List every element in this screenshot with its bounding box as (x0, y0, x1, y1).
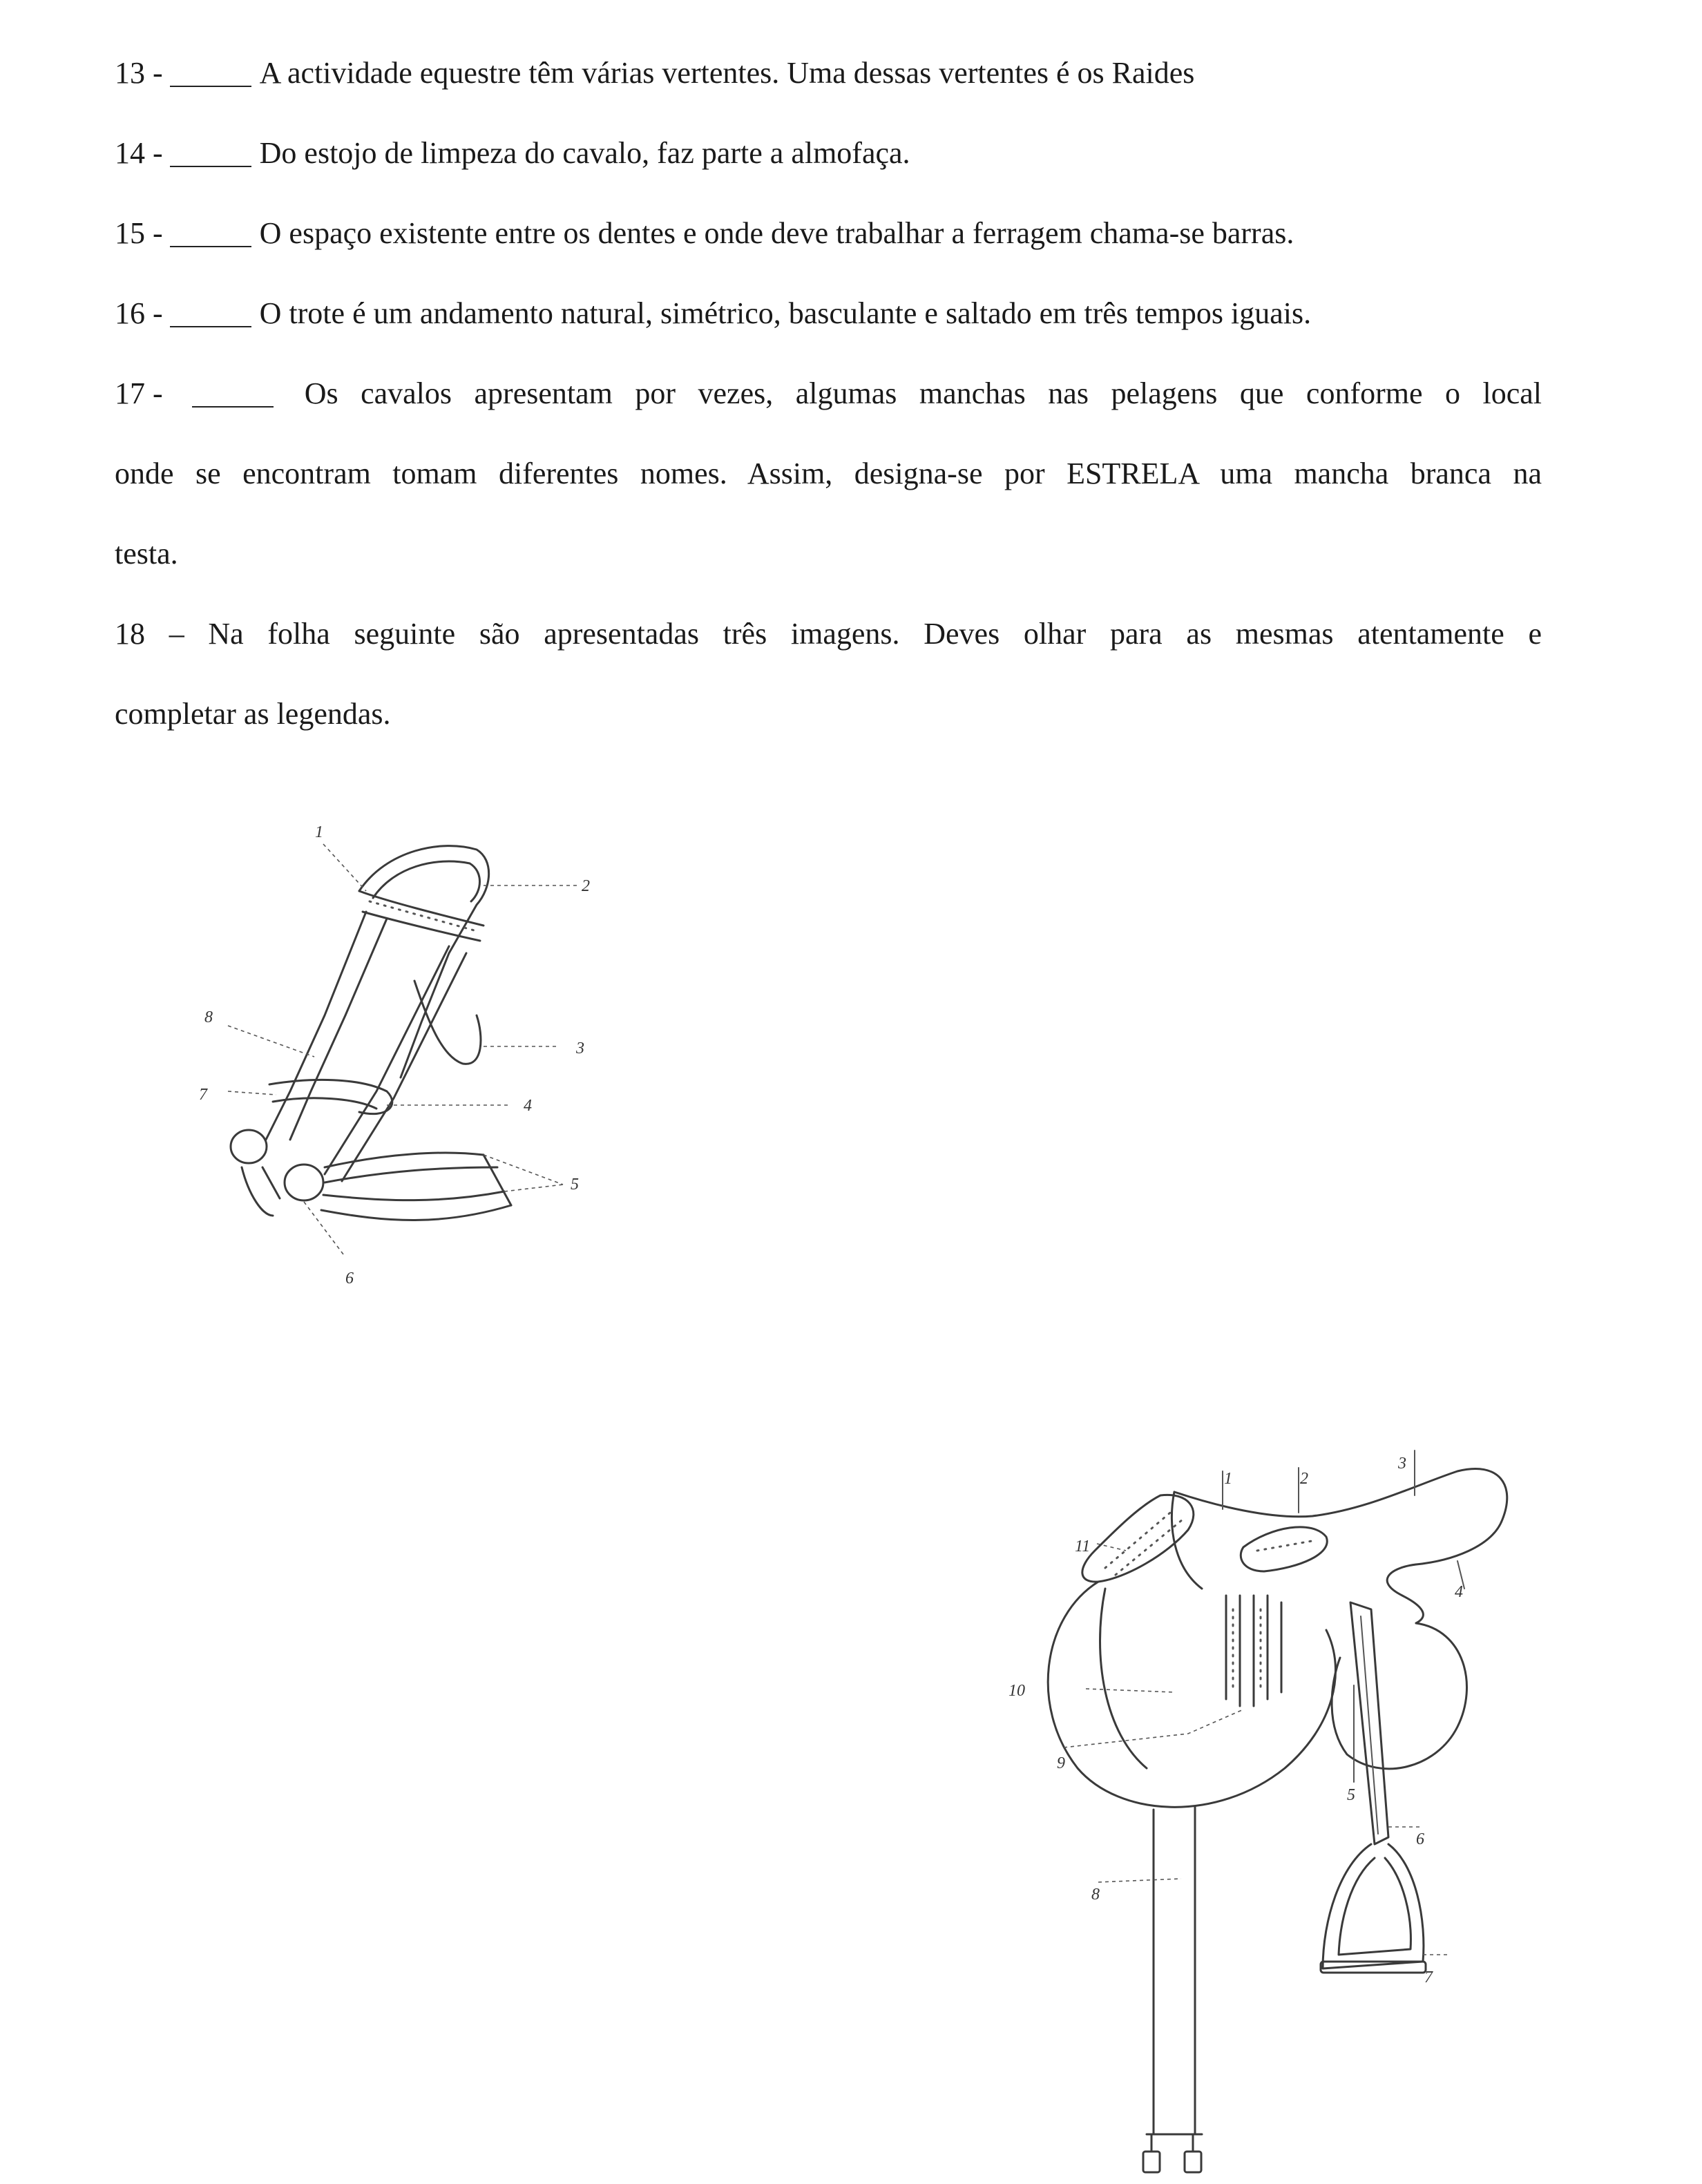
saddle-label-2: 2 (1300, 1470, 1308, 1488)
question-number: 13 - (115, 56, 163, 90)
saddle-label-1: 1 (1224, 1470, 1232, 1488)
bridle-label-4: 4 (524, 1097, 532, 1115)
saddle-label-5: 5 (1347, 1786, 1355, 1804)
question-text: A actividade equestre têm várias vertentes. Uma dessas vertentes é os Raides (259, 56, 1195, 90)
question-text: Os cavalos apresentam por vezes, algumas manchas nas pelagens que conforme o local (304, 376, 1542, 410)
saddle-label-9: 9 (1057, 1754, 1065, 1772)
saddle-label-4: 4 (1455, 1583, 1463, 1601)
bridle-label-3: 3 (576, 1040, 584, 1057)
bridle-label-1: 1 (315, 823, 323, 841)
question-text: onde se encontram tomam diferentes nomes. Assim, designa-se por ESTRELA uma mancha branca na (115, 457, 1542, 490)
bridle-label-6: 6 (345, 1270, 354, 1287)
question-number: 14 - (115, 136, 163, 170)
saddle-label-7: 7 (1424, 1969, 1433, 1986)
question-number: 16 - (115, 296, 163, 330)
saddle-label-3: 3 (1398, 1455, 1406, 1473)
saddle-label-11: 11 (1075, 1538, 1091, 1555)
question-text: 18 – Na folha seguinte são apresentadas três imagens. Deves olhar para as mesmas atentamente e (115, 617, 1542, 651)
question-number: 17 - (115, 376, 163, 410)
question-text: testa. (115, 537, 178, 571)
question-number: 15 - (115, 216, 163, 250)
question-text: Do estojo de limpeza do cavalo, faz parte a almofaça. (259, 136, 910, 170)
bridle-label-5: 5 (571, 1176, 579, 1194)
saddle-label-8: 8 (1091, 1886, 1100, 1904)
question-text: O trote é um andamento natural, simétrico, basculante e saltado em três tempos iguais. (259, 296, 1312, 330)
bridle-label-8: 8 (204, 1008, 213, 1026)
question-text: O espaço existente entre os dentes e onde deve trabalhar a ferragem chama-se barras. (259, 216, 1294, 250)
saddle-drawing (1048, 1450, 1507, 2172)
saddle-label-10: 10 (1008, 1682, 1025, 1700)
bridle-label-7: 7 (199, 1086, 207, 1104)
bridle-label-2: 2 (582, 877, 590, 895)
question-text: completar as legendas. (115, 697, 391, 731)
saddle-label-6: 6 (1416, 1830, 1424, 1848)
